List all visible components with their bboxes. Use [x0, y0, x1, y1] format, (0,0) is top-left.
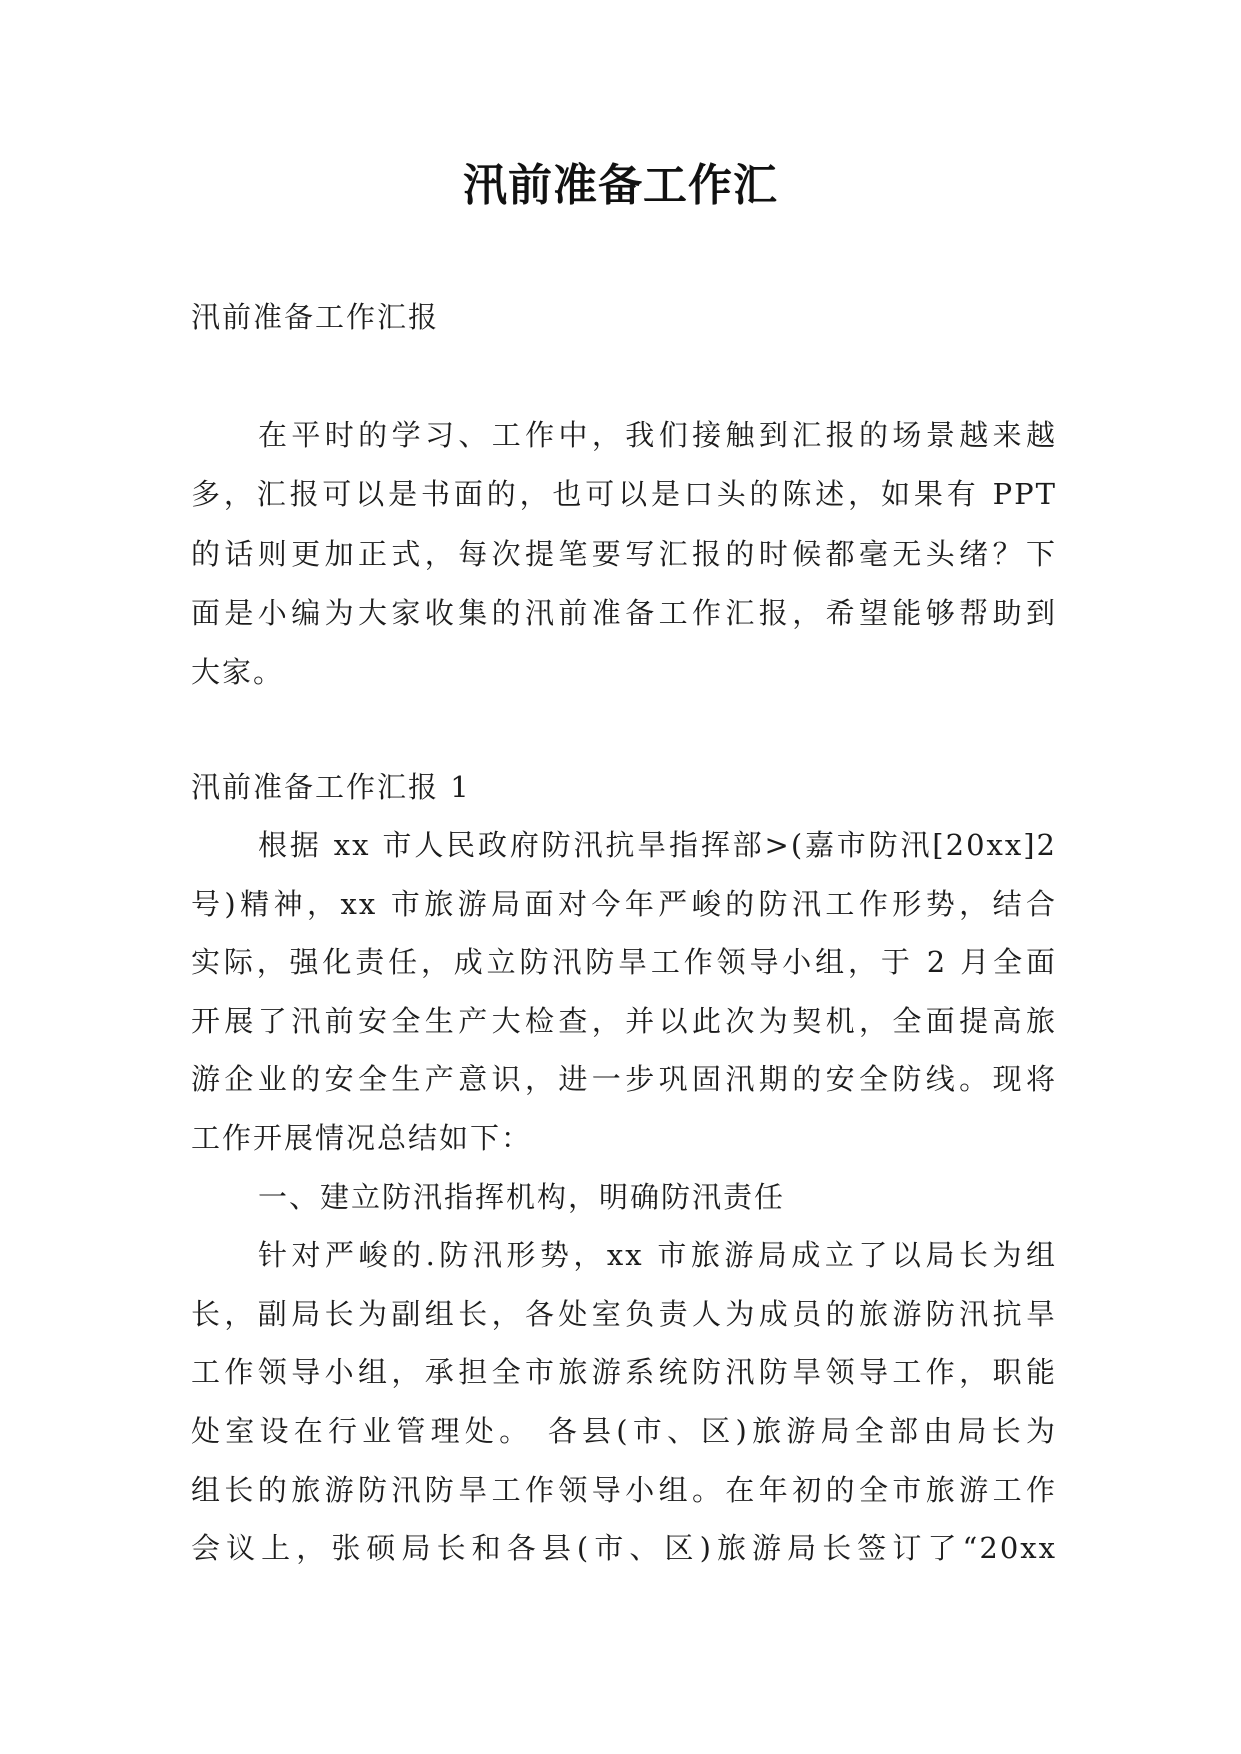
document-subtitle: 汛前准备工作汇报 [191, 300, 440, 334]
paragraph-line: 组长的旅游防汛防旱工作领导小组。在年初的全市旅游工作 [191, 1472, 1057, 1507]
paragraph-line: 多，汇报可以是书面的，也可以是口头的陈述，如果有 PPT [191, 477, 1057, 512]
section-heading: 汛前准备工作汇报 1 [191, 770, 471, 804]
paragraph-line: 长，副局长为副组长，各处室负责人为成员的旅游防汛抗旱 [191, 1296, 1057, 1331]
section-heading-block [191, 758, 1057, 817]
document-subtitle-block [191, 288, 1057, 347]
paragraph-line: 工作领导小组，承担全市旅游系统防汛防旱领导工作，职能 [191, 1355, 1057, 1390]
paragraph-line: 游企业的安全生产意识，进一步巩固汛期的安全防线。现将 [191, 1062, 1057, 1097]
paragraph-line: 大家。 [191, 655, 285, 690]
paragraph-line: 会议上，张硕局长和各县(市、区)旅游局长签订了“20xx [191, 1531, 1057, 1566]
paragraph-line: 实际，强化责任，成立防汛防旱工作领导小组，于 2 月全面 [191, 945, 1057, 980]
body-paragraphs [191, 816, 1057, 1578]
paragraph-line: 在平时的学习、工作中，我们接触到汇报的场景越来越 [258, 418, 1057, 452]
paragraph-line: 处室设在行业管理处。 各县(市、区)旅游局全部由局长为 [191, 1413, 1057, 1448]
paragraph-line: 针对严峻的.防汛形势，xx 市旅游局成立了以局长为组 [258, 1238, 1057, 1273]
paragraph-line: 工作开展情况总结如下： [191, 1120, 533, 1155]
subsection-heading: 一、建立防汛指挥机构，明确防汛责任 [258, 1179, 786, 1214]
intro-paragraph [191, 406, 1057, 702]
paragraph-line: 面是小编为大家收集的汛前准备工作汇报，希望能够帮助到 [191, 595, 1057, 630]
paragraph-line: 号)精神，xx 市旅游局面对今年严峻的防汛工作形势，结合 [191, 886, 1057, 921]
document-title: 汛前准备工作汇 [463, 160, 778, 211]
paragraph-line: 开展了汛前安全生产大检查，并以此次为契机，全面提高旅 [191, 1003, 1057, 1038]
paragraph-line: 的话则更加正式，每次提笔要写汇报的时候都毫无头绪？下 [191, 536, 1057, 571]
paragraph-line: 根据 xx 市人民政府防汛抗旱指挥部>(嘉市防汛[20xx]2 [258, 828, 1057, 862]
